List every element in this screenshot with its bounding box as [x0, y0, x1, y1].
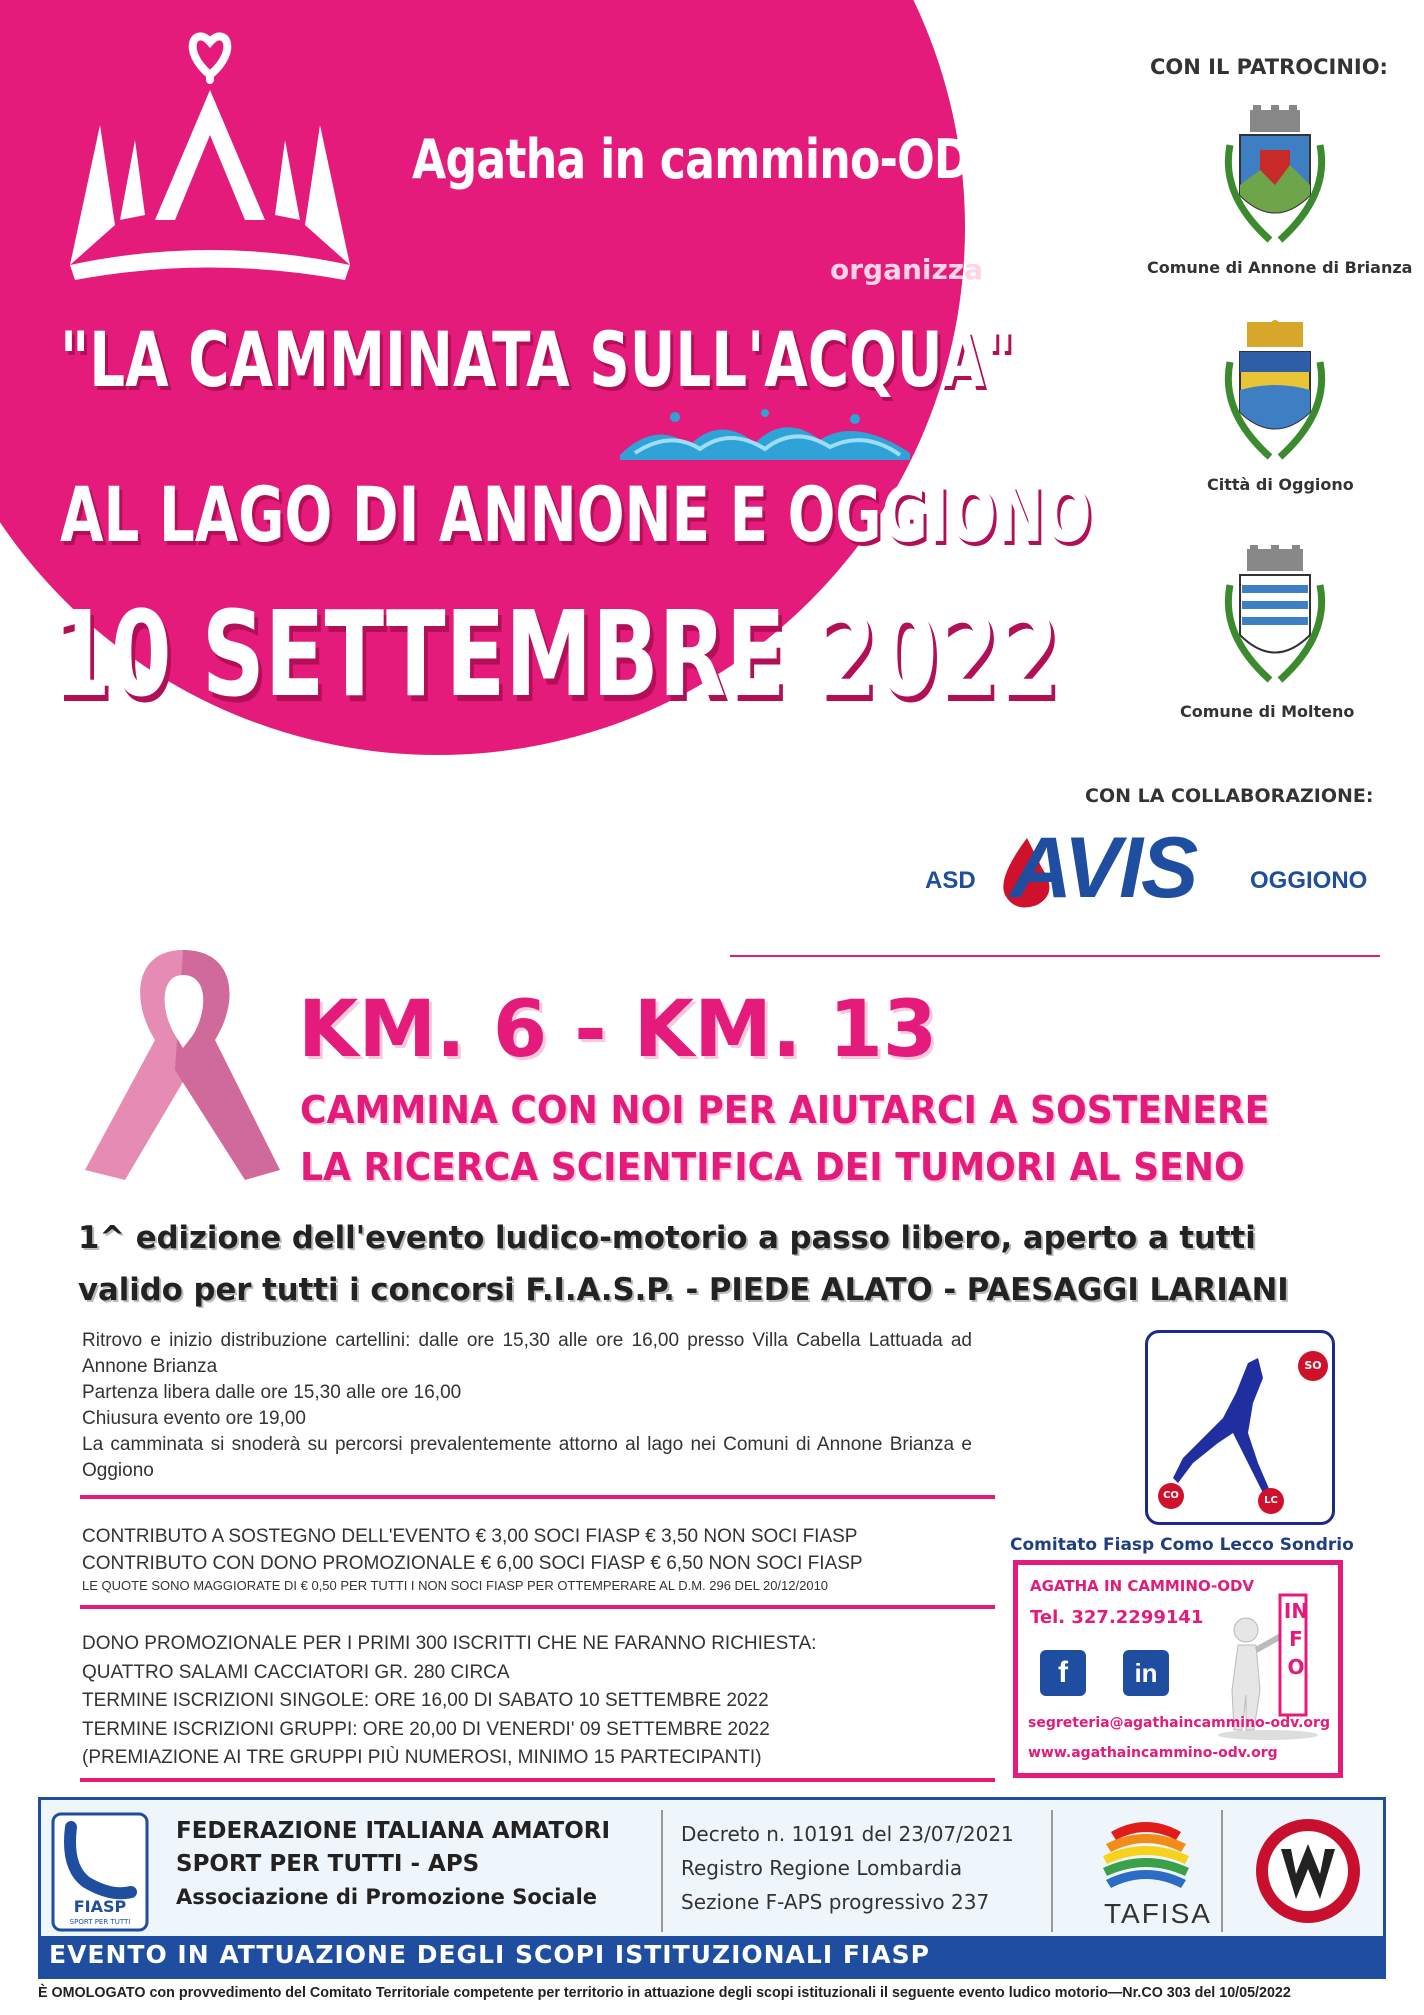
avis-brand: AVIS: [1010, 820, 1197, 916]
contact-email[interactable]: segreteria@agathaincammino-odv.org: [1028, 1715, 1330, 1731]
omologato-note: È OMOLOGATO con provvedimento del Comitato Territoriale competente per territorio in attuazione degli scopi istituzionali il seguente evento ludico motorio—Nr.CO 303 del 10/05/2022: [38, 1985, 1291, 2001]
molteno-label: Comune di Molteno: [1180, 702, 1355, 721]
decree-text: [681, 1817, 1014, 1919]
support-line2: LA RICERCA SCIENTIFICA DEI TUMORI AL SENO: [300, 1145, 1245, 1189]
footer-band-text: EVENTO IN ATTUAZIONE DEGLI SCOPI ISTITUZIONALI FIASP: [49, 1940, 930, 1969]
gift-line5: (PREMIAZIONE AI TRE GRUPPI PIÙ NUMEROSI, MINIMO 15 PARTECIPANTI): [82, 1747, 762, 1768]
edition-line2: valido per tutti i concorsi F.I.A.S.P. - PIEDE ALATO - PAESAGGI LARIANI: [78, 1272, 1289, 1308]
section-divider: [730, 955, 1380, 957]
footer-banner: [38, 1797, 1386, 1979]
divider-1: [80, 1495, 995, 1499]
linkedin-icon[interactable]: in: [1123, 1650, 1169, 1696]
divider-3: [80, 1778, 995, 1782]
fees-block: [82, 1523, 863, 1595]
gift-line1: DONO PROMOZIONALE PER I PRIMI 300 ISCRITTI CHE NE FARANNO RICHIESTA:: [82, 1633, 817, 1654]
fiasp-logo-sub: SPORT PER TUTTI: [69, 1918, 131, 1926]
avis-asd-label: ASD: [925, 867, 976, 894]
tafisa-label: TAFISA: [1104, 1898, 1212, 1929]
event-info: [82, 1328, 972, 1484]
decree-line2: Registro Regione Lombardia: [681, 1856, 963, 1880]
fiasp-logo-text: FIASP: [73, 1897, 127, 1916]
badge-lc: LC: [1258, 1488, 1284, 1514]
info-route: La camminata si snoderà su percorsi prevalentemente attorno al lago nei Comuni di Annone Brianza e Oggiono: [82, 1434, 972, 1481]
gift-line4: TERMINE ISCRIZIONI GRUPPI: ORE 20,00 DI VENERDI' 09 SETTEMBRE 2022: [82, 1718, 770, 1740]
federation-line3: Associazione di Promozione Sociale: [176, 1885, 598, 1909]
badge-co: CO: [1158, 1483, 1184, 1509]
patronage-title: CON IL PATROCINIO:: [1150, 55, 1388, 79]
decree-line3: Sezione F-APS progressivo 237: [681, 1890, 990, 1914]
organizza-label: organizza: [830, 253, 984, 286]
contact-website[interactable]: www.agathaincammino-odv.org: [1028, 1745, 1278, 1761]
pink-ribbon-icon: [75, 930, 290, 1190]
info-end: Chiusura evento ore 19,00: [82, 1408, 306, 1429]
gift-line2: QUATTRO SALAMI CACCIATORI GR. 280 CIRCA: [82, 1661, 510, 1683]
gift-block: [82, 1630, 816, 1773]
avis-logo: [915, 820, 1385, 916]
edition-line1: 1^ edizione dell'evento ludico-motorio a passo libero, aperto a tutti: [78, 1220, 1256, 1256]
collaboration-title: CON LA COLLABORAZIONE:: [1085, 785, 1374, 807]
support-line1: CAMMINA CON NOI PER AIUTARCI A SOSTENERE: [300, 1088, 1270, 1132]
federation-line1: FEDERAZIONE ITALIANA AMATORI: [176, 1818, 611, 1844]
federation-line2: SPORT PER TUTTI - APS: [176, 1851, 480, 1877]
lake-map: [1145, 1330, 1335, 1525]
fee-line2: CONTRIBUTO CON DONO PROMOZIONALE € 6,00 SOCI FIASP € 6,50 NON SOCI FIASP: [82, 1553, 863, 1574]
federation-text: [176, 1815, 610, 1914]
footer-band: [41, 1936, 1383, 1976]
oggiono-coat-of-arms-icon: [1215, 320, 1335, 470]
event-title-line2: AL LAGO DI ANNONE E OGGIONO: [60, 470, 1092, 559]
divider-2: [80, 1605, 995, 1609]
gift-line3: TERMINE ISCRIZIONI SINGOLE: ORE 16,00 DI SABATO 10 SETTEMBRE 2022: [82, 1690, 769, 1711]
facebook-icon[interactable]: f: [1040, 1650, 1086, 1696]
event-title-line1: "LA CAMMINATA SULL'ACQUA": [60, 315, 1014, 404]
contact-name: AGATHA IN CAMMINO-ODV: [1030, 1577, 1255, 1595]
annone-label: Comune di Annone di Brianza: [1147, 258, 1413, 277]
decree-line1: Decreto n. 10191 del 23/07/2021: [681, 1822, 1014, 1846]
annone-coat-of-arms-icon: [1215, 105, 1335, 255]
distances: KM. 6 - KM. 13: [298, 985, 938, 1075]
molteno-coat-of-arms-icon: [1215, 545, 1335, 695]
fiasp-logo-icon: [51, 1812, 149, 1932]
footer-separator: [1221, 1810, 1223, 1932]
oggiono-label: Città di Oggiono: [1207, 475, 1354, 494]
map-caption: Comitato Fiasp Como Lecco Sondrio: [1010, 1535, 1354, 1555]
organization-name: Agatha in cammino-ODV: [412, 128, 1004, 191]
fee-line1: CONTRIBUTO A SOSTEGNO DELL'EVENTO € 3,00 SOCI FIASP € 3,50 NON SOCI FIASP: [82, 1526, 858, 1547]
avis-city-label: OGGIONO: [1250, 867, 1368, 894]
info-word: INFO: [1283, 1599, 1309, 1679]
event-date: 10 SETTEMBRE 2022: [50, 585, 1060, 723]
contact-phone[interactable]: Tel. 327.2299141: [1030, 1607, 1204, 1628]
footer-separator: [661, 1810, 663, 1932]
fee-note: LE QUOTE SONO MAGGIORATE DI € 0,50 PER TUTTI I NON SOCI FIASP PER OTTEMPERARE AL D.M. 296 DEL 20/12/2010: [82, 1578, 829, 1593]
crown-logo-icon: [60, 20, 390, 280]
badge-so: SO: [1298, 1351, 1328, 1381]
water-splash-icon: [615, 405, 915, 460]
info-start: Partenza libera dalle ore 15,30 alle ore 16,00: [82, 1382, 462, 1403]
footer-separator: [1051, 1810, 1053, 1932]
info-meeting: Ritrovo e inizio distribuzione cartellini: dalle ore 15,30 alle ore 16,00 presso Villa Cabella Lattuada ad Annone Brianza: [82, 1330, 972, 1377]
contact-box: [1013, 1560, 1343, 1778]
ivv-logo-icon: [1251, 1814, 1366, 1929]
